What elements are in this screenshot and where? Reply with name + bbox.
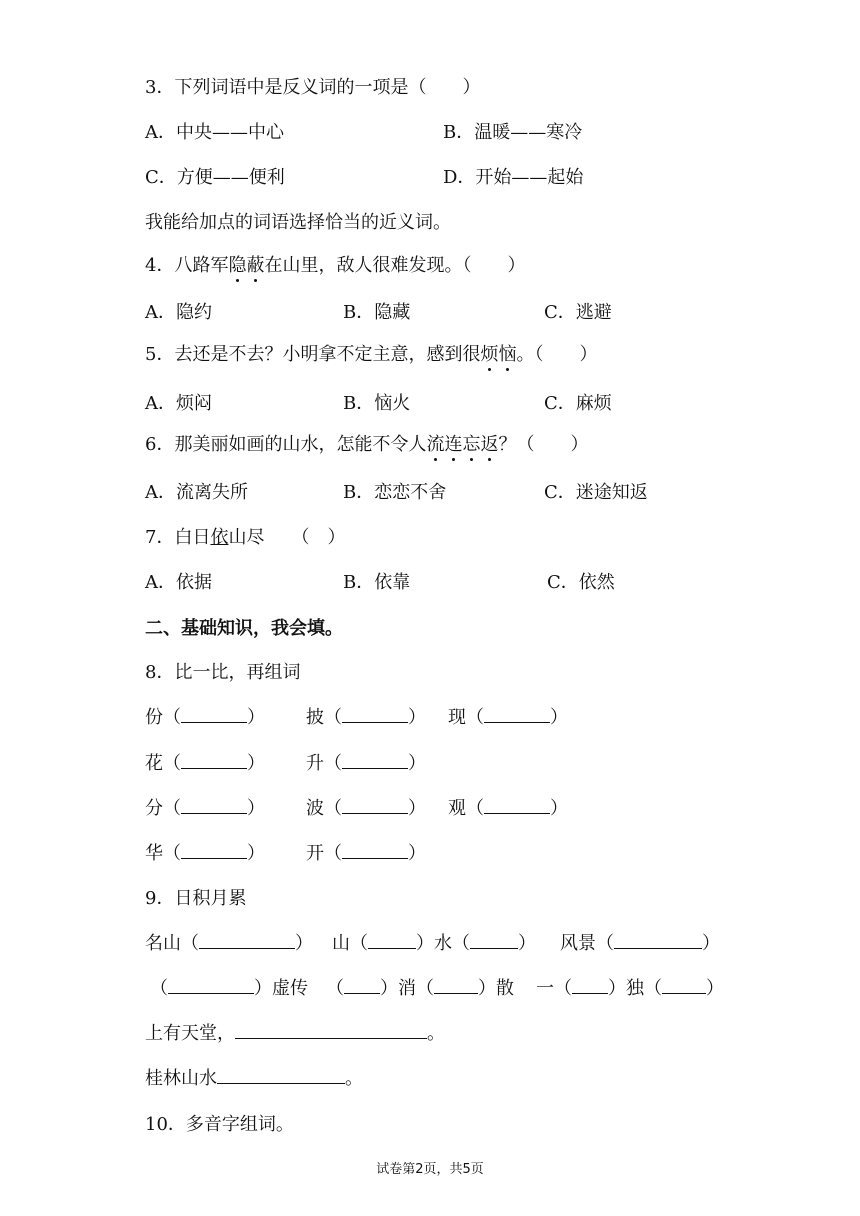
q5-option-a: A．烦闷: [145, 393, 212, 414]
dotted-char: 蔽: [246, 255, 265, 276]
q9-fill-line: 上有天堂， 。: [145, 1023, 445, 1044]
q7-option-b: B．依靠: [343, 572, 411, 593]
q4-option-c: C．逃避: [544, 302, 612, 323]
q8-item: 波（ ）: [306, 798, 426, 819]
q8-item: 华（ ）: [145, 843, 265, 864]
q8-title: 8．比一比，再组词: [145, 662, 301, 683]
q8-item: 份（ ）: [145, 707, 265, 728]
dotted-char: 返: [480, 434, 499, 455]
q4-stem: 4．八路军隐蔽在山里，敌人很难发现。（ ）: [145, 255, 526, 276]
dotted-char: 恼: [498, 344, 517, 365]
dotted-char: 连: [444, 434, 463, 455]
q7-option-c: C．依然: [547, 572, 615, 593]
q9-blank-item: 山（ ）水（ ）: [332, 933, 536, 954]
page-footer: 试卷第2页，共5页: [376, 1162, 484, 1177]
dotted-char: 烦: [480, 344, 499, 365]
q9-blank-item: 风景（ ）: [560, 933, 720, 954]
q9-title: 9．日积月累: [145, 888, 247, 909]
q5-stem: 5．去还是不去？小明拿不定主意，感到很烦恼。（ ）: [145, 344, 598, 365]
q9-fill-line: 桂林山水 。: [145, 1068, 363, 1089]
q5-option-c: C．麻烦: [544, 393, 612, 414]
q8-item: 现（ ）: [448, 707, 568, 728]
q8-item: 开（ ）: [306, 843, 426, 864]
q9-blank-item: （ ）消（ ）散: [326, 978, 514, 999]
dotted-char: 忘: [462, 434, 481, 455]
instruction-text: 我能给加点的词语选择恰当的近义词。: [145, 212, 451, 233]
q3-option-b: B．温暖——寒冷: [443, 122, 583, 143]
q7-stem: 7．白日依山尽 （ ）: [145, 527, 346, 548]
q7-option-a: A．依据: [145, 572, 212, 593]
section-heading: 二、基础知识，我会填。: [145, 618, 343, 639]
q6-stem: 6．那美丽如画的山水，怎能不令人流连忘返？（ ）: [145, 434, 589, 455]
underlined-char: 依: [210, 527, 229, 548]
q6-option-c: C．迷途知返: [544, 482, 648, 503]
q9-blank-item: （ ）虚传: [150, 978, 308, 999]
q8-item: 花（ ）: [145, 753, 265, 774]
q10-title: 10．多音字组词。: [145, 1114, 294, 1135]
dotted-char: 隐: [228, 255, 247, 276]
q8-item: 升（ ）: [306, 753, 426, 774]
q4-option-b: B．隐藏: [343, 302, 411, 323]
q5-option-b: B．恼火: [343, 393, 411, 414]
q3-option-c: C．方便——便利: [145, 167, 285, 188]
q9-blank-item: 名山（ ）: [145, 933, 313, 954]
q8-item: 观（ ）: [448, 798, 568, 819]
q6-option-b: B．恋恋不舍: [343, 482, 447, 503]
q3-option-d: D．开始——起始: [443, 167, 584, 188]
q4-option-a: A．隐约: [145, 302, 212, 323]
q9-blank-item: 一（ ）独（ ）: [536, 978, 724, 999]
dotted-char: 流: [426, 434, 445, 455]
q8-item: 分（ ）: [145, 798, 265, 819]
q8-item: 披（ ）: [306, 707, 426, 728]
q3-stem: 3．下列词语中是反义词的一项是（ ）: [145, 77, 481, 98]
q3-option-a: A．中央——中心: [145, 122, 284, 143]
q6-option-a: A．流离失所: [145, 482, 248, 503]
